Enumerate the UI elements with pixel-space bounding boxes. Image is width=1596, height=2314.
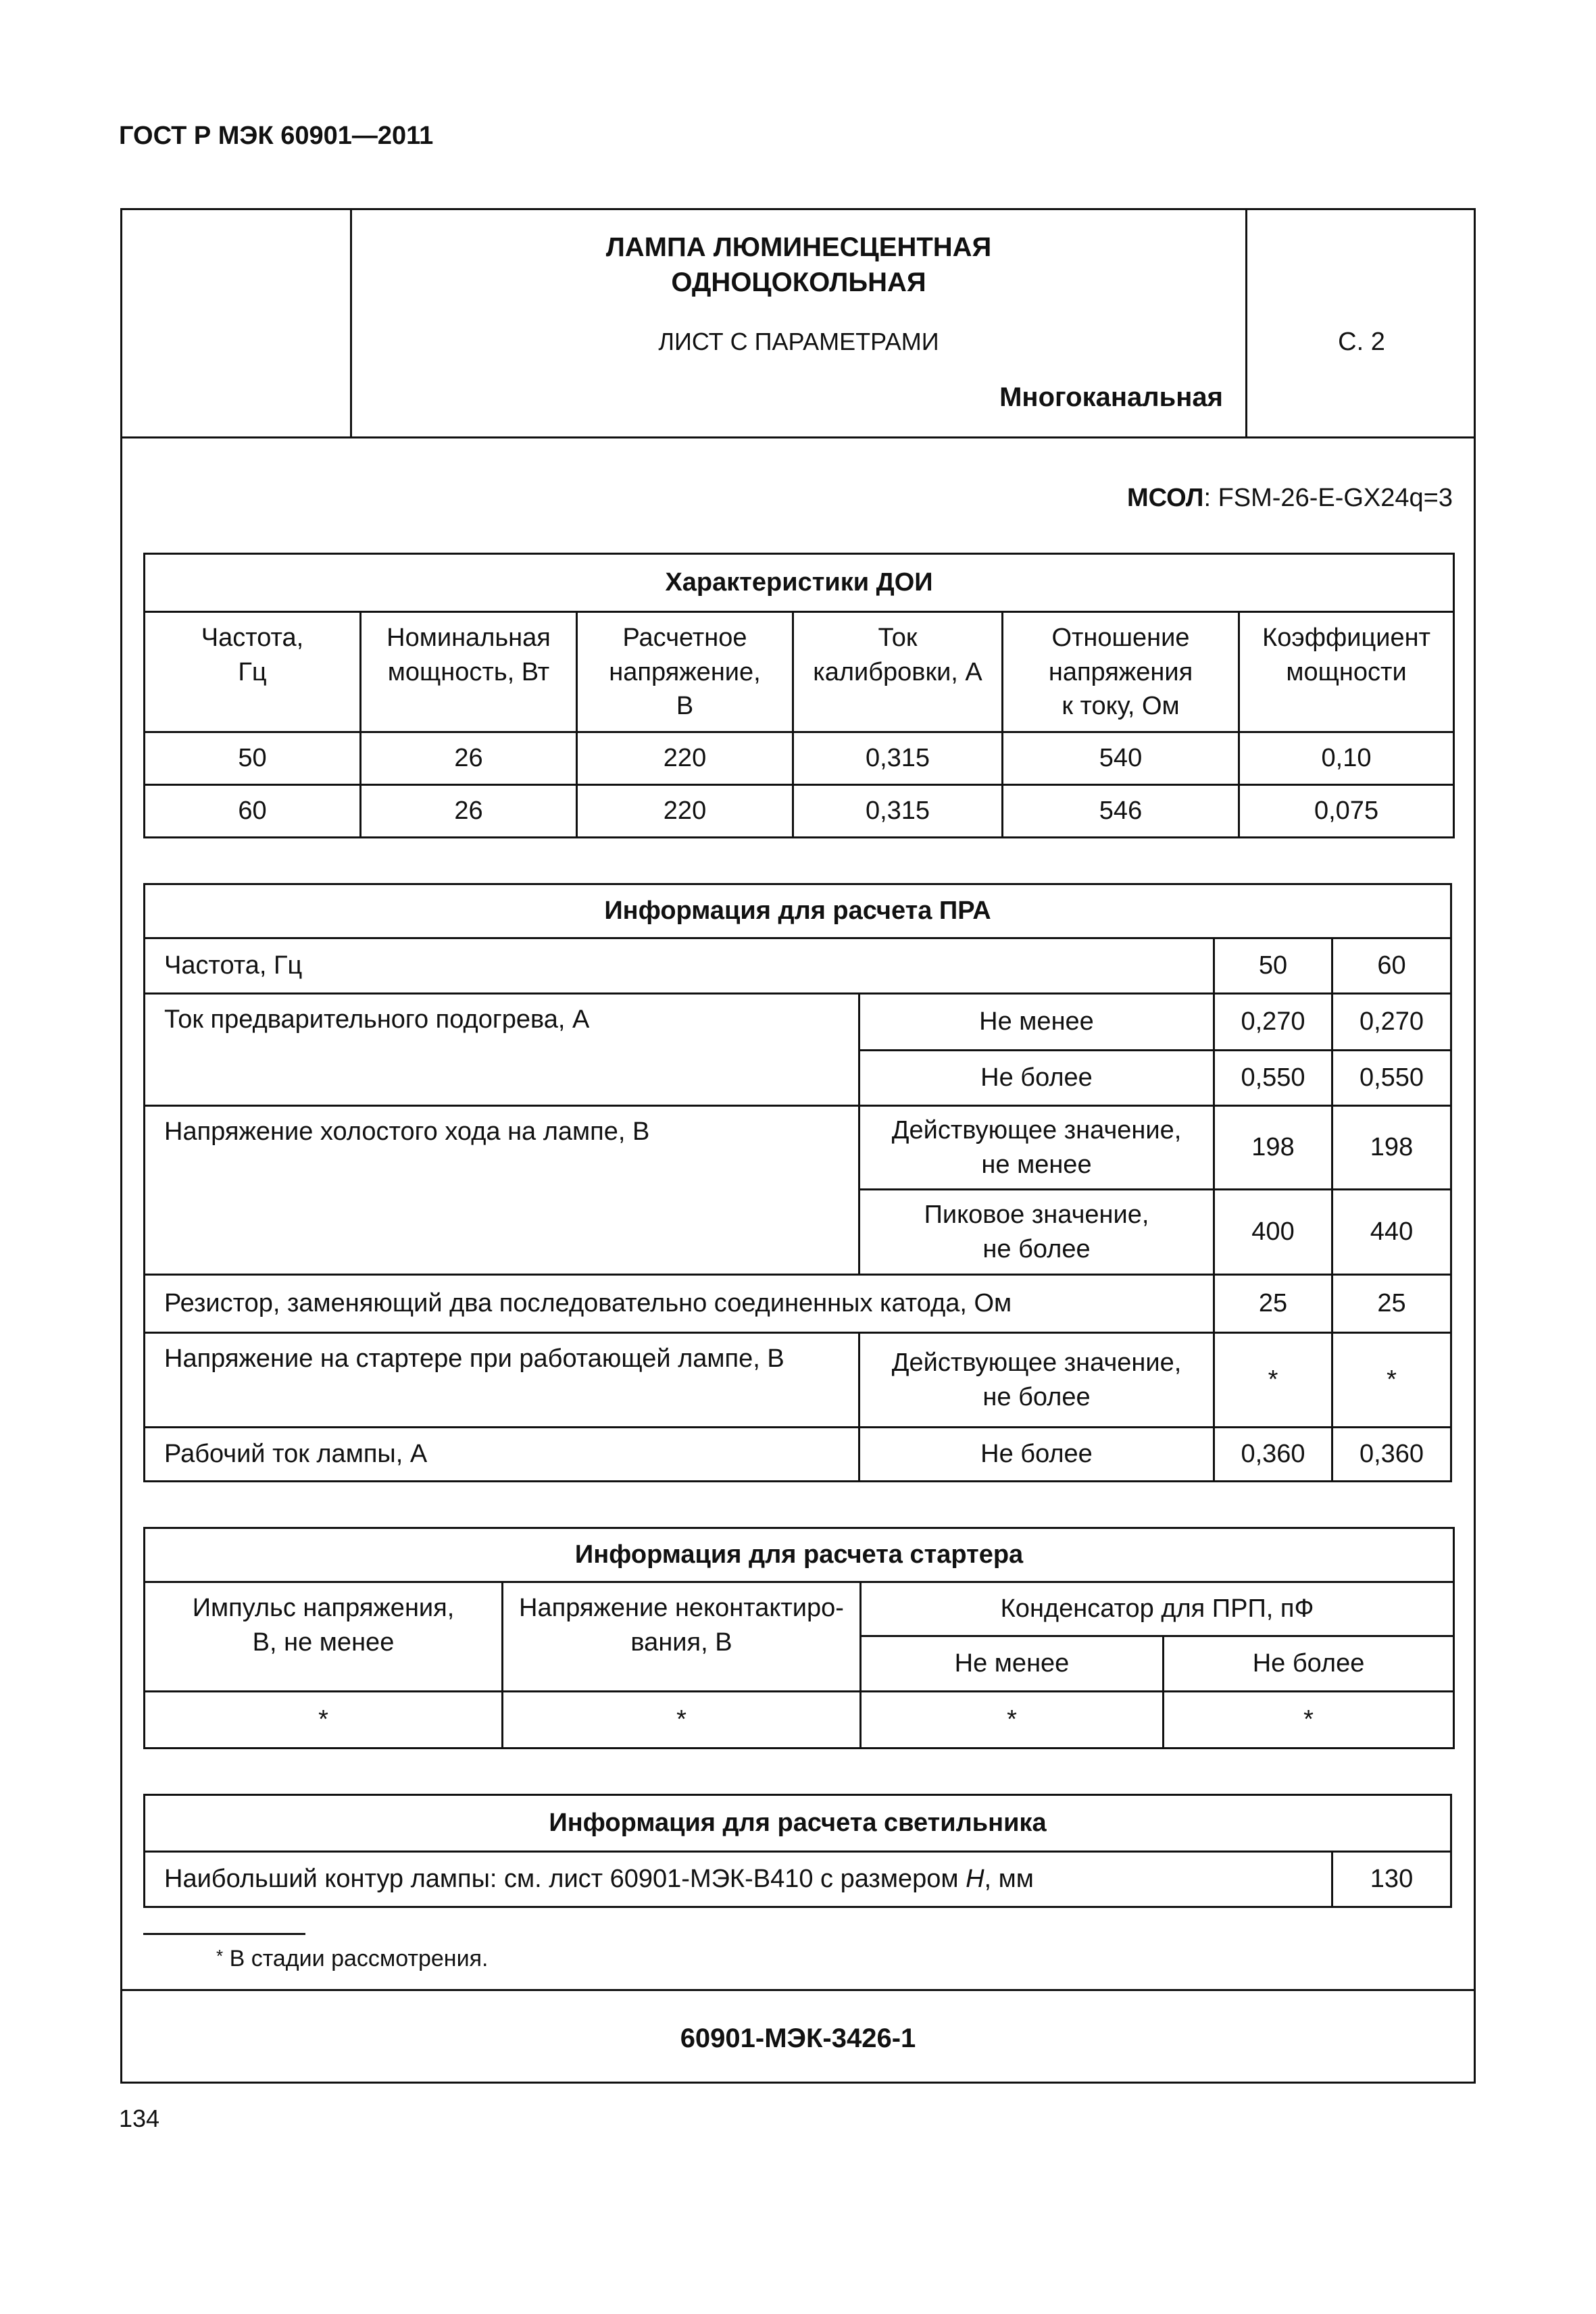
table-cell: 220 [577, 785, 793, 838]
table-cell: 546 [1003, 785, 1239, 838]
table-row [145, 938, 1451, 994]
table-cell: 0,360 [1214, 1428, 1332, 1482]
table-cell: * [1214, 1333, 1332, 1428]
designation-label: МСОЛ [1127, 484, 1204, 512]
table-cell: 220 [577, 732, 793, 785]
footnote-rule [143, 1933, 305, 1935]
column-header-capacitor-min: Не менее [861, 1636, 1164, 1692]
open-circuit-voltage-label: Напряжение холостого хода на лампе, В [145, 1106, 859, 1275]
title-block-type: Многоканальная [999, 382, 1223, 412]
table-cell: 25 [1214, 1275, 1332, 1333]
starter-table [143, 1527, 1455, 1749]
table-cell: 0,075 [1239, 785, 1454, 838]
starter-title: Информация для расчета стартера [145, 1528, 1454, 1582]
column-header-calibration-current: Ток калибровки, А [793, 612, 1003, 732]
table-cell: 400 [1214, 1190, 1332, 1275]
column-header-rated-power: Номинальная мощность, Вт [361, 612, 577, 732]
characteristics-table [143, 553, 1455, 838]
footer-rule [120, 1989, 1476, 1991]
title-line-2: ОДНОЦОКОЛЬНАЯ [671, 268, 926, 297]
title-block-subtitle: ЛИСТ С ПАРАМЕТРАМИ [658, 328, 939, 355]
column-header-voltage-pulse: Импульс напряжения, В, не менее [145, 1582, 503, 1692]
table-cell: * [1332, 1333, 1451, 1428]
column-header-design-voltage: Расчетное напряжение, В [577, 612, 793, 732]
table-cell: 540 [1003, 732, 1239, 785]
table-cell: 60 [145, 785, 361, 838]
title-line-1: ЛАМПА ЛЮМИНЕСЦЕНТНАЯ [605, 232, 992, 262]
table-cell: 440 [1332, 1190, 1451, 1275]
table-row [145, 1275, 1451, 1333]
table-cell: * [503, 1692, 861, 1749]
table-cell: 0,550 [1214, 1051, 1332, 1106]
luminaire-title: Информация для расчета светильника [145, 1795, 1451, 1852]
table-cell: 0,10 [1239, 732, 1454, 785]
column-header-capacitor-max: Не более [1164, 1636, 1454, 1692]
table-cell: * [145, 1692, 503, 1749]
table-row [145, 732, 1454, 785]
table-cell: 26 [361, 785, 577, 838]
column-header-frequency: Частота, Гц [145, 612, 361, 732]
starter-voltage-label: Напряжение на стартере при работающей лампе, В [145, 1333, 859, 1428]
resistor-label: Резистор, заменяющий два последовательно соединенных катода, Ом [145, 1275, 1214, 1333]
footnote [216, 1946, 488, 1972]
table-cell: 26 [361, 732, 577, 785]
lamp-designation [946, 484, 1453, 513]
frequency-label: Частота, Гц [145, 938, 1214, 994]
characteristics-title: Характеристики ДОИ [145, 554, 1454, 612]
table-cell: 50 [145, 732, 361, 785]
condition-peak-max: Пиковое значение, не более [859, 1190, 1214, 1275]
column-header-power-factor: Коэффициент мощности [1239, 612, 1454, 732]
table-row [145, 1428, 1451, 1482]
title-block-title [352, 230, 1245, 300]
page-number: 134 [119, 2105, 160, 2132]
table-cell: 25 [1332, 1275, 1451, 1333]
sheet-code: 60901-МЭК-3426-1 [680, 2023, 916, 2053]
condition-rms-max: Действующее значение, не более [859, 1333, 1214, 1428]
column-header-capacitor: Конденсатор для ПРП, пФ [861, 1582, 1454, 1636]
frequency-60: 60 [1332, 938, 1451, 994]
table-row [145, 1333, 1451, 1428]
table-cell: 0,315 [793, 732, 1003, 785]
ballast-table [143, 883, 1452, 1482]
condition-min: Не менее [859, 994, 1214, 1051]
table-cell: 0,550 [1332, 1051, 1451, 1106]
column-header-non-operating-voltage: Напряжение неконтактиро- вания, В [503, 1582, 861, 1692]
preheat-current-label: Ток предварительного подогрева, А [145, 994, 859, 1106]
table-row [145, 1106, 1451, 1190]
document-header: ГОСТ Р МЭК 60901—2011 [119, 122, 434, 150]
table-cell: 0,360 [1332, 1428, 1451, 1482]
ballast-title: Информация для расчета ПРА [145, 884, 1451, 938]
table-cell: 198 [1214, 1106, 1332, 1190]
sheet-number: С. 2 [1338, 328, 1385, 356]
table-row [145, 785, 1454, 838]
designation-value: : FSM-26-E-GX24q=3 [1203, 484, 1453, 512]
table-row [145, 1692, 1454, 1749]
frequency-50: 50 [1214, 938, 1332, 994]
lamp-current-label: Рабочий ток лампы, А [145, 1428, 859, 1482]
table-cell: 198 [1332, 1106, 1451, 1190]
title-block-bottom-line [120, 436, 1476, 438]
condition-max: Не более [859, 1428, 1214, 1482]
footnote-mark: * [216, 1946, 224, 1966]
condition-max: Не более [859, 1051, 1214, 1106]
condition-rms-min: Действующее значение, не менее [859, 1106, 1214, 1190]
table-cell: * [861, 1692, 1164, 1749]
title-block-divider-right [1245, 208, 1247, 438]
column-header-voltage-current-ratio: Отношение напряжения к току, Ом [1003, 612, 1239, 732]
footnote-text: В стадии рассмотрения. [223, 1946, 489, 1971]
lamp-outline-value: 130 [1332, 1852, 1451, 1907]
luminaire-table [143, 1794, 1452, 1908]
table-row [145, 1852, 1451, 1907]
lamp-outline-label: Наибольший контур лампы: см. лист 60901-МЭК-В410 с размером Н, мм [145, 1852, 1332, 1907]
table-cell: 0,270 [1332, 994, 1451, 1051]
table-row [145, 994, 1451, 1051]
table-cell: * [1164, 1692, 1454, 1749]
table-cell: 0,270 [1214, 994, 1332, 1051]
table-cell: 0,315 [793, 785, 1003, 838]
